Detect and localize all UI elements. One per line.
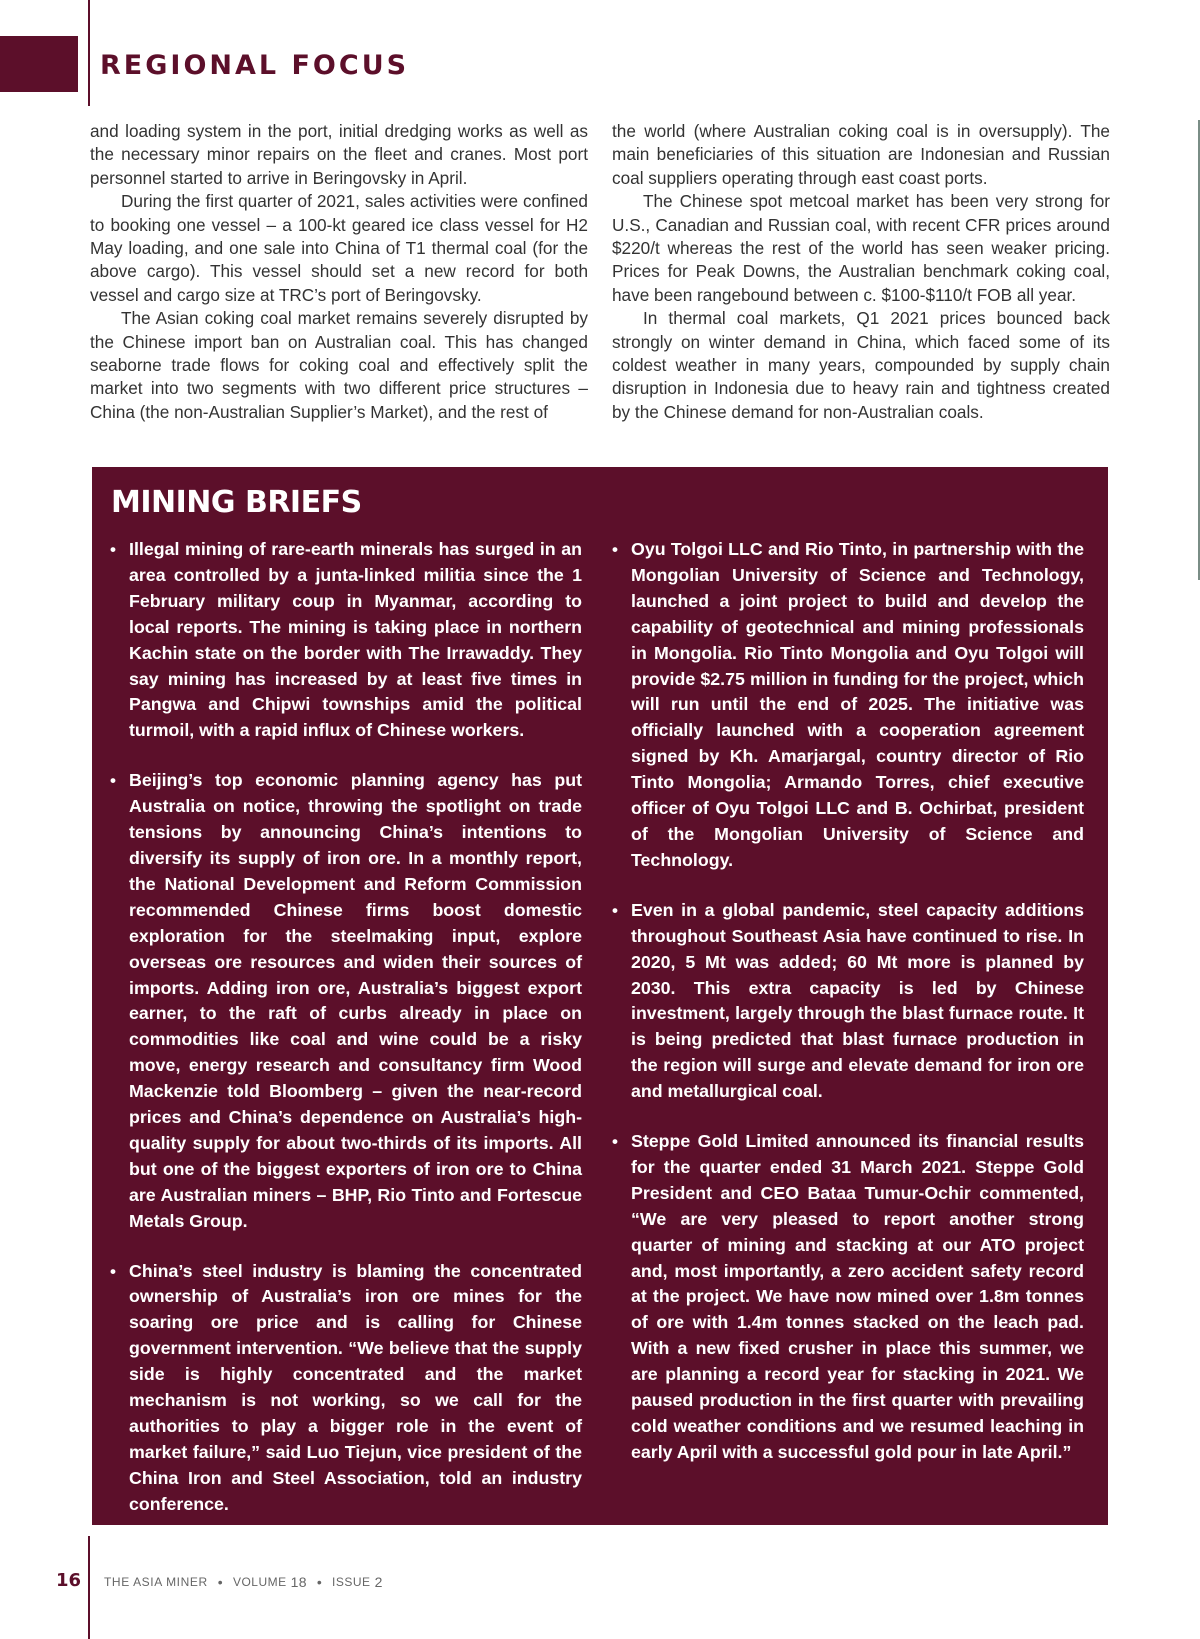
brief-text: Oyu Tolgoi LLC and Rio Tinto, in partnership with the Mongolian University of Science and Technology, launched a joint project to build and develop the capability of geotechnical and mining professionals in Mongolia. Rio Tinto Mongolia and Oyu Tolgoi will provide $2.75 million in funding for the project, which will run until the end of 2025. The initiative was officially launched with a cooperation agreement signed by Kh. Amarjargal, country director of Rio Tinto Mongolia; Armando Torres, chief executive officer of Oyu Tolgoi LLC and B. Ochirbat, president of the Mongolian University of Science and Technology. xyxy=(631,539,1084,870)
article-paragraph: In thermal coal markets, Q1 2021 prices bounced back strongly on winter demand in China, which faced some of its coldest weather in many years, compounded by supply chain disruption in Indonesia due to heavy rain and tightness created by the Chinese demand for non-Australian coals. xyxy=(612,308,1110,422)
briefs-left-column xyxy=(110,537,582,1542)
header-divider-line xyxy=(88,0,90,106)
publication-name: THE ASIA MINER xyxy=(104,1575,208,1589)
article-right-column xyxy=(612,120,1110,424)
article-paragraph: and loading system in the port, initial dredging works as well as the necessary minor repairs on the fleet and cranes. Most port personnel started to arrive in Beringovsky in April. xyxy=(90,121,588,188)
bullet-icon: • xyxy=(612,900,618,920)
mining-briefs-panel xyxy=(92,467,1108,1525)
brief-text: Beijing’s top economic planning agency has put Australia on notice, throwing the spotlight on trade tensions by announcing China’s intentions to diversify its supply of iron ore. In a monthly report, the National Development and Reform Commission recommended Chinese firms boost domestic exploration for the steelmaking input, explore overseas ore resources and widen their sources of imports. Adding iron ore, Australia’s biggest export earner, to the raft of curbs already in place on commodities like coal and wine could be a risky move, energy research and consultancy firm Wood Mackenzie told Bloomberg – given the near-record prices and China’s dependence on Australia’s high-quality supply for about two-thirds of its imports. All but one of the biggest exporters of iron ore to China are Australian miners – BHP, Rio Tinto and Fortescue Metals Group. xyxy=(129,770,582,1231)
volume-number: 18 xyxy=(290,1574,307,1590)
section-color-block xyxy=(0,36,78,92)
brief-item xyxy=(612,1129,1084,1466)
footer-separator: • xyxy=(217,1574,223,1590)
bullet-icon: • xyxy=(612,1132,618,1152)
volume-label: VOLUME xyxy=(232,1575,287,1589)
brief-text: China’s steel industry is blaming the concentrated ownership of Australia’s iron ore mines for the soaring ore price and is calling for Chinese government intervention. “We believe that the supply side is highly concentrated and the market mechanism is not working, so we call for the authorities to play a bigger role in the event of market failure,” said Luo Tiejun, vice president of the China Iron and Steel Association, told an industry conference. xyxy=(129,1260,582,1514)
footer-publication-info xyxy=(104,1574,383,1590)
bullet-icon: • xyxy=(110,1261,116,1281)
brief-item xyxy=(110,537,582,744)
bullet-icon: • xyxy=(612,540,618,559)
section-title: REGIONAL FOCUS xyxy=(100,50,410,81)
brief-item xyxy=(110,1259,582,1518)
article-paragraph: the world (where Australian coking coal is in oversupply). The main beneficiaries of this situation are Indonesian and Russian coal suppliers operating through east coast ports. xyxy=(612,121,1110,188)
brief-item xyxy=(612,898,1084,1105)
article-left-column xyxy=(90,120,588,424)
page-number: 16 xyxy=(56,1570,82,1591)
issue-number: 2 xyxy=(374,1574,383,1590)
bullet-icon: • xyxy=(110,771,116,791)
article-paragraph: The Chinese spot metcoal market has been very strong for U.S., Canadian and Russian coal, with recent CFR prices around $220/t whereas the rest of the world has seen weaker pricing. Prices for Peak Downs, the Australian benchmark coking coal, have been rangebound between c. $100-$110/t FOB all year. xyxy=(612,191,1110,305)
footer-separator: • xyxy=(316,1574,323,1590)
issue-label: ISSUE xyxy=(332,1575,371,1589)
briefs-right-column xyxy=(612,537,1084,1490)
footer-divider-line xyxy=(88,1536,90,1639)
article-paragraph: The Asian coking coal market remains severely disrupted by the Chinese import ban on Australian coal. This has changed seaborne trade flows for coking coal and effectively split the market into two segments with two different price structures – China (the non-Australian Supplier’s Market), and the rest of xyxy=(90,308,588,422)
brief-text: Even in a global pandemic, steel capacity additions throughout Southeast Asia have continued to rise. In 2020, 5 Mt was added; 60 Mt more is planned by 2030. This extra capacity is led by Chinese investment, largely through the blast furnace route. It is being predicted that blast furnace production in the region will surge and elevate demand for iron ore and metallurgical coal. xyxy=(631,899,1084,1102)
brief-text: Steppe Gold Limited announced its financial results for the quarter ended 31 March 2021. Steppe Gold President and CEO Bataa Tumur-Ochir commented, “We are very pleased to report another strong quarter of mining and stacking at our ATO project and, most importantly, a zero accident safety record at the project. We have now mined over 1.8m tonnes of ore with 1.4m tonnes stacked on the leach pad. With a new fixed crusher in place this summer, we are planning a record year for stacking in 2021. We paused production in the first quarter with prevailing cold weather conditions and we resumed leaching in early April with a successful gold pour in late April.” xyxy=(631,1131,1084,1462)
mining-briefs-title: MINING BRIEFS xyxy=(111,485,362,520)
article-paragraph: During the first quarter of 2021, sales activities were confined to booking one vessel – a 100-kt geared ice class vessel for H2 May loading, and one sale into China of T1 thermal coal (for the above cargo). This vessel should set a new record for both vessel and cargo size at TRC’s port of Beringovsky. xyxy=(90,191,588,305)
bullet-icon: • xyxy=(110,540,116,559)
brief-item xyxy=(612,537,1084,874)
brief-item xyxy=(110,768,582,1234)
brief-text: Illegal mining of rare-earth minerals has surged in an area controlled by a junta-linked militia since the 1 February military coup in Myanmar, according to local reports. The mining is taking place in northern Kachin state on the border with The Irrawaddy. They say mining has increased by at least five times in Pangwa and Chipwi townships amid the political turmoil, with a rapid influx of Chinese workers. xyxy=(129,539,582,741)
